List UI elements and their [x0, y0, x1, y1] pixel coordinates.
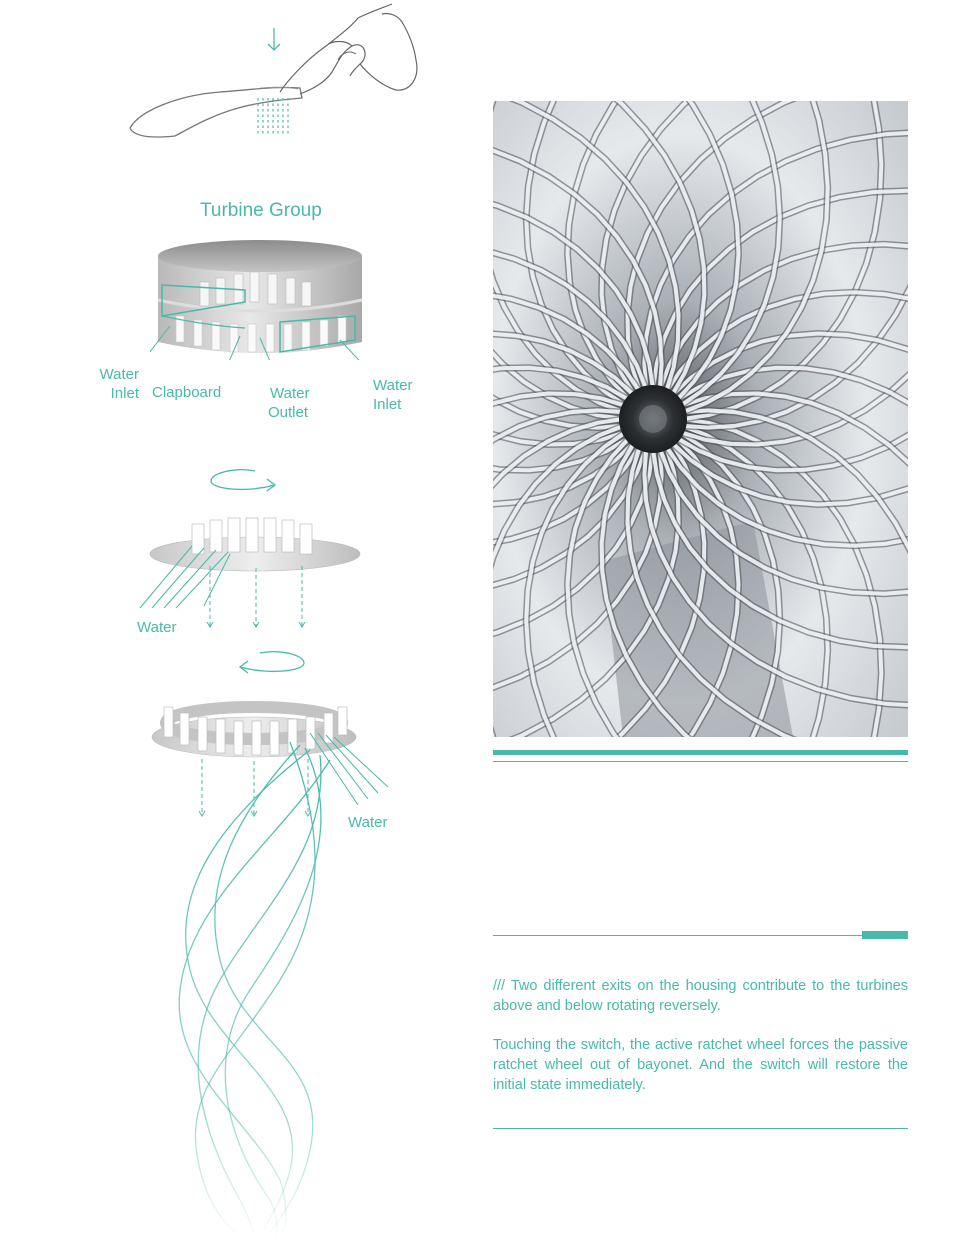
- spiral-render-graphic: [493, 101, 908, 737]
- label-text: Inlet: [373, 396, 402, 413]
- description-paragraph-1: /// Two different exits on the housing contribute to the turbines above and below rotating reversely.: [493, 978, 908, 1014]
- accent-rule-thin: [493, 761, 908, 762]
- water-stream-curves: [160, 730, 360, 1240]
- accent-rule-thick: [493, 750, 908, 755]
- faucet-icon: [130, 87, 302, 137]
- label-text: Outlet: [268, 404, 309, 421]
- down-arrow-icon: [268, 28, 280, 50]
- section-rule-accent: [862, 931, 908, 939]
- spiral-render-image: [493, 101, 908, 737]
- label-text: Inlet: [110, 385, 139, 402]
- label-water-lower: Water: [348, 814, 388, 831]
- hand-pressing-icon: [280, 4, 417, 94]
- label-water-upper: Water: [137, 619, 177, 636]
- rotate-arrow-icon: [205, 465, 285, 497]
- label-text: Water: [270, 385, 310, 402]
- bottom-rule: [493, 1128, 908, 1129]
- label-water-inlet-left: [97, 365, 139, 403]
- label-water-inlet-right: [373, 376, 412, 414]
- label-text: Water: [373, 377, 413, 394]
- rotate-arrow-icon: [230, 647, 310, 679]
- turbine-housing: [150, 230, 370, 360]
- label-text: Water: [99, 366, 139, 383]
- description-paragraph-2: Touching the switch, the active ratchet wheel forces the passive ratchet wheel out of bayonet. And the switch will restore the initial state immediately.: [493, 1037, 908, 1093]
- label-clapboard: Clapboard: [152, 384, 222, 401]
- faucet-illustration: [120, 0, 440, 190]
- diagram-title: Turbine Group: [200, 200, 322, 221]
- label-water-outlet: [268, 384, 309, 422]
- section-rule: [493, 935, 863, 936]
